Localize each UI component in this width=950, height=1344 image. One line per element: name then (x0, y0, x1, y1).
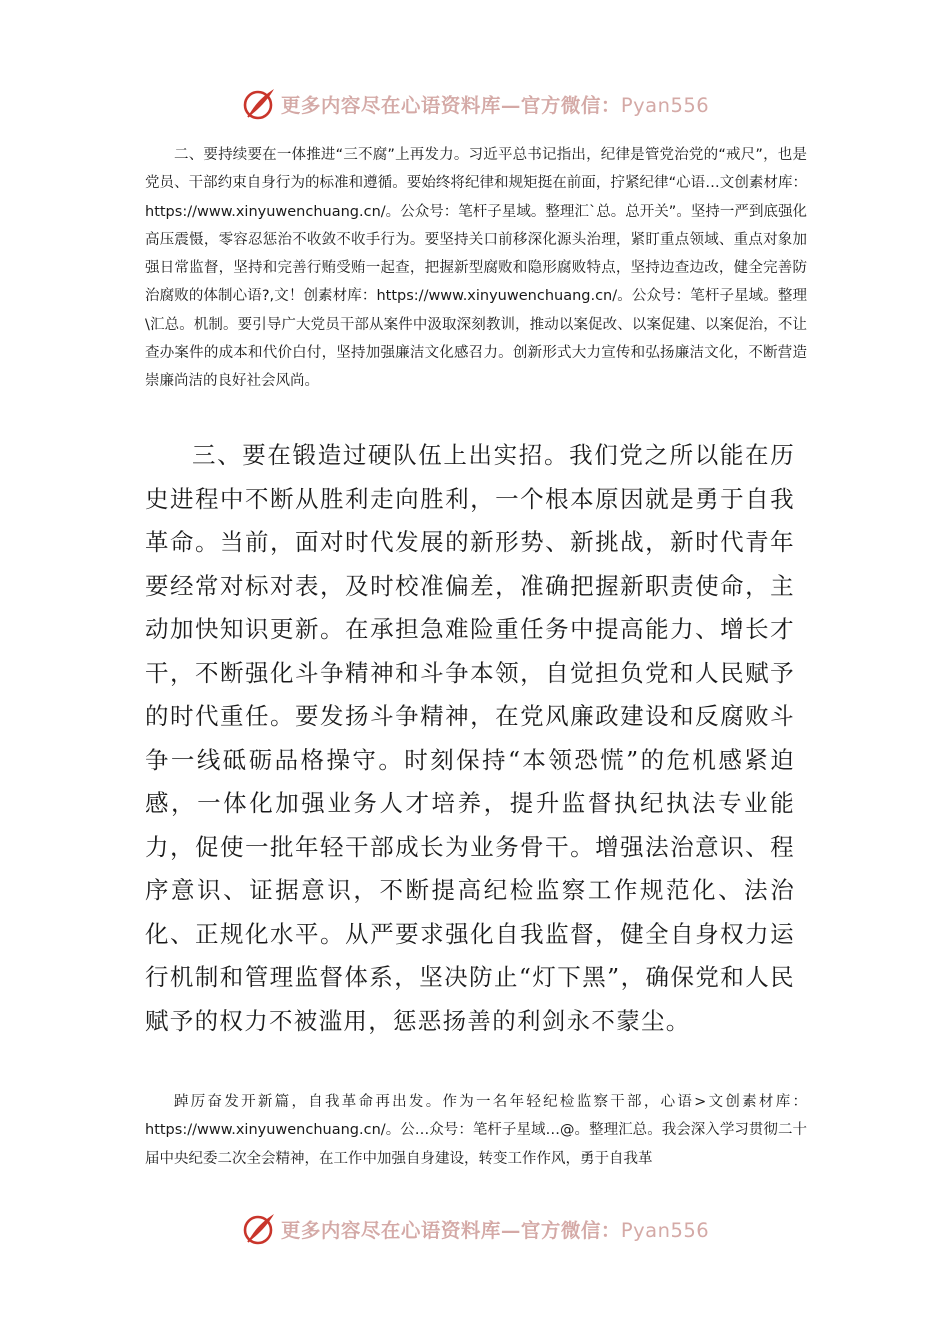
quill-logo-icon (241, 86, 277, 122)
wechat-id: Pyan556 (620, 94, 710, 117)
paragraph-team-building: 三、要在锻造过硬队伍上出实招。我们党之所以能在历史进程中不断从胜利走向胜利，一个根本原因就是勇于自我革命。当前，面对时代发展的新形势、新挑战，新时代青年要经常对标对表，及时校准偏差，准确把握新职责使命，主动加快知识更新。在承担急难险重任务中提高能力、增长才干，不断强化斗争精神和斗争本领，自觉担负党和人民赋予的时代重任。要发扬斗争精神，在党风廉政建设和反腐败斗争一线砥砺品格操守。时刻保持“本领恐慌”的危机感紧迫感，一体化加强业务人才培养，提升监督执纪执法专业能力，促使一批年轻干部成长为业务骨干。增强法治意识、程序意识、证据意识，不断提高纪检监察工作规范化、法治化、正规化水平。从严要求强化自我监督，健全自身权力运行机制和管理监督体系，坚决防止“灯下黑”，确保党和人民赋予的权力不被滥用，惩恶扬善的利剑永不蒙尘。 (145, 441, 795, 1035)
watermark-banner-bottom (0, 1209, 950, 1249)
watermark-text: 更多内容尽在心语资料库—官方微信：Pyan556 (280, 94, 710, 117)
paragraph-discipline: 二、要持续要在一体推进“三不腐”上再发力。习近平总书记指出，纪律是管党治党的“戒尺”，也是党员、干部约束自身行为的标准和遵循。要始终将纪律和规矩挺在前面，拧紧纪律“心语…文创素材库：https://www.xinyuwenchuang.cn/。公众号：笔杆子星域。整理汇`总。总开关”。坚持一严到底强化高压震慑，零容忍惩治不收敛不收手行为。要坚持关口前移深化源头治理，紧盯重点领域、重点对象加强日常监督，坚持和完善行贿受贿一起查，把握新型腐败和隐形腐败特点，坚持边查边改，健全完善防治腐败的体制心语?,文！创素材库：https://www.xinyuwenchuang.cn/。公众号：笔杆子星域。整理\汇总。机制。要引导广大党员干部从案件中汲取深刻教训，推动以案促改、以案促建、以案促治，不让查办案件的成本和代价白付，坚持加强廉洁文化感召力。创新形式大力宣传和弘扬廉洁文化，不断营造崇廉尚洁的良好社会风尚。 (145, 147, 807, 390)
quill-logo-icon (241, 1211, 277, 1247)
watermark-banner-top (0, 84, 950, 124)
wechat-id: Pyan556 (620, 1219, 710, 1242)
watermark-text: 更多内容尽在心语资料库—官方微信：Pyan556 (280, 1219, 710, 1242)
paragraph-conclusion: 踔厉奋发开新篇，自我革命再出发。作为一名年轻纪检监察干部，心语>文创素材库：https://www.xinyuwenchuang.cn/。公…众号：笔杆子星域…@。整理汇总。我会深入学习贯彻二十届中央纪委二次全会精神，在工作中加强自身建设，转变工作作风，勇于自我革 (145, 1094, 807, 1167)
